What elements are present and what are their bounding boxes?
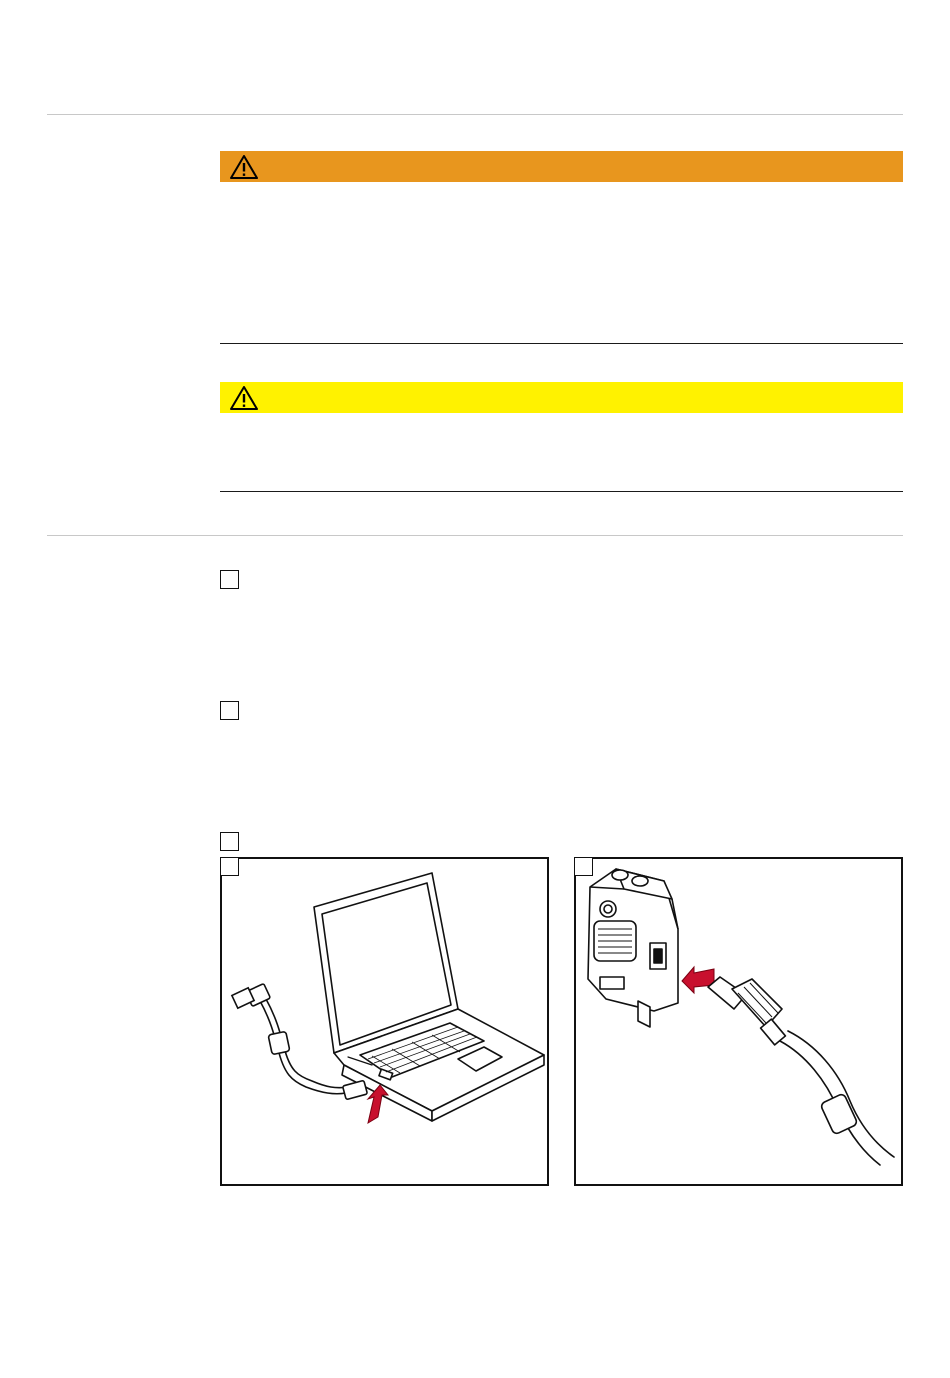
warning-triangle-icon [229, 385, 259, 411]
section-divider-middle [47, 535, 903, 536]
figure-laptop-usb [220, 857, 549, 1186]
warning-end-rule [220, 343, 903, 344]
figure-device-usb [574, 857, 903, 1186]
step-1-box [220, 570, 239, 589]
caution-banner [220, 382, 903, 413]
step-3-box [220, 832, 239, 851]
device-usb-connection-illustration [576, 859, 905, 1188]
laptop-usb-connection-illustration [222, 859, 551, 1188]
warning-triangle-icon [229, 154, 259, 180]
section-divider-top [47, 114, 903, 115]
step-2-box [220, 701, 239, 720]
caution-end-rule [220, 491, 903, 492]
warning-banner [220, 151, 903, 182]
